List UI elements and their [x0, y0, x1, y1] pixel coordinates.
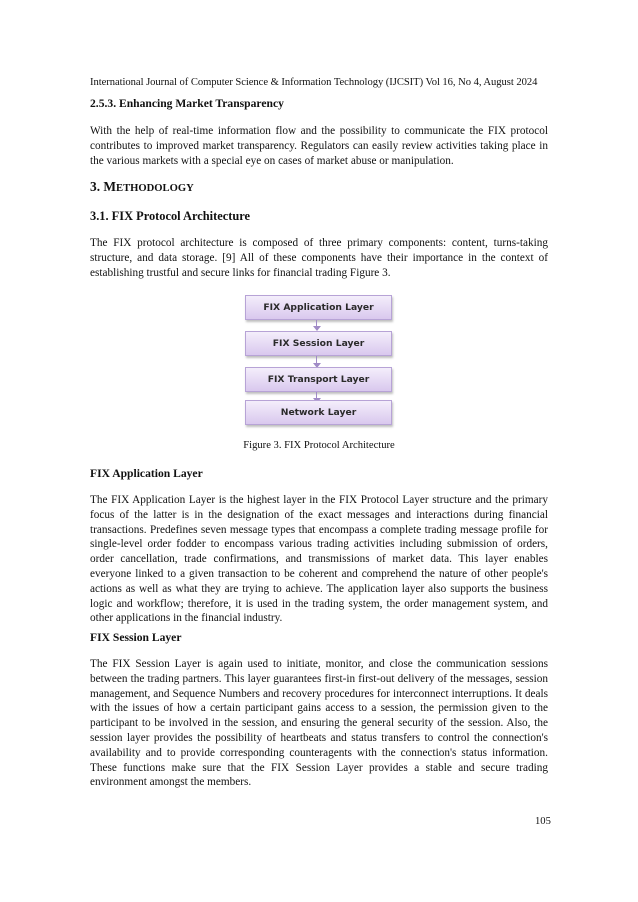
heading-application-layer: FIX Application Layer	[90, 467, 203, 480]
page-number: 105	[535, 816, 551, 827]
subsection-heading-3-1: 3.1. FIX Protocol Architecture	[90, 209, 251, 223]
paragraph-session-layer: The FIX Session Layer is again used to initiate, monitor, and close the communication sessions between the trading partners. This layer guarantees first-in first-out delivery of the messages, session management, and Sequence Numbers and recovery procedures for interconnect interruptions. It deals with the issues of how a certain participant gains access to a session, the permission given to the participant to be involved in the session, and ensuring the general security of the session. Also, the session layer provides the possibility of heartbeats and status transfers to control the connection's availability and to provide corresponding counteragents with the connection's status information. These functions make sure that the FIX Session Layer provides a stable and secure trading environment amongst the members.	[90, 658, 548, 789]
section-title-rest: ETHODOLOGY	[116, 183, 194, 194]
layer-box-application: FIX Application Layer	[245, 295, 392, 320]
section-number: 3.	[90, 179, 101, 194]
running-head: International Journal of Computer Science & Information Technology (IJCSIT) Vol 16, No 4, August 2024	[90, 77, 538, 88]
paragraph-application-layer: The FIX Application Layer is the highest layer in the FIX Protocol Layer structure and the primary focus of the latter is in the designation of the exact messages and interactions during financial transactions. Predefines seven message types that encompass a complete trading message profile for single-level order fodder to encompass various trading activities including submission of orders, order cancellation, trade confirmations, and transmissions of market data. This layer enables everyone linked to a given transaction to be coherent and comprehend the nature of other people's actions as well as what they are trying to achieve. The application layer also supports the business logic and workflow; therefore, it is used in the trading system, the order management system, and other applications in the financial industry.	[90, 494, 548, 625]
section-title-initial: M	[103, 179, 117, 194]
layer-box-transport: FIX Transport Layer	[245, 367, 392, 392]
paragraph-fix-architecture: The FIX protocol architecture is composed of three primary components: content, turns-taking structure, and data storage. [9] All of these components have their importance in the context of establishing trustful and secure links for financial trading Figure 3.	[90, 237, 548, 279]
paragraph-market-transparency: With the help of real-time information flow and the possibility to communicate the FIX protocol contributes to improved market transparency. Regulators can easily review activities taking place in the various markets with a special eye on cases of market abuse or manipulation.	[90, 125, 548, 167]
heading-session-layer: FIX Session Layer	[90, 631, 182, 644]
layer-box-session: FIX Session Layer	[245, 331, 392, 356]
layer-box-network: Network Layer	[245, 400, 392, 425]
figure-caption: Figure 3. FIX Protocol Architecture	[243, 440, 395, 451]
section-heading-methodology	[90, 179, 194, 195]
subsection-heading-2-5-3: 2.5.3. Enhancing Market Transparency	[90, 97, 284, 110]
